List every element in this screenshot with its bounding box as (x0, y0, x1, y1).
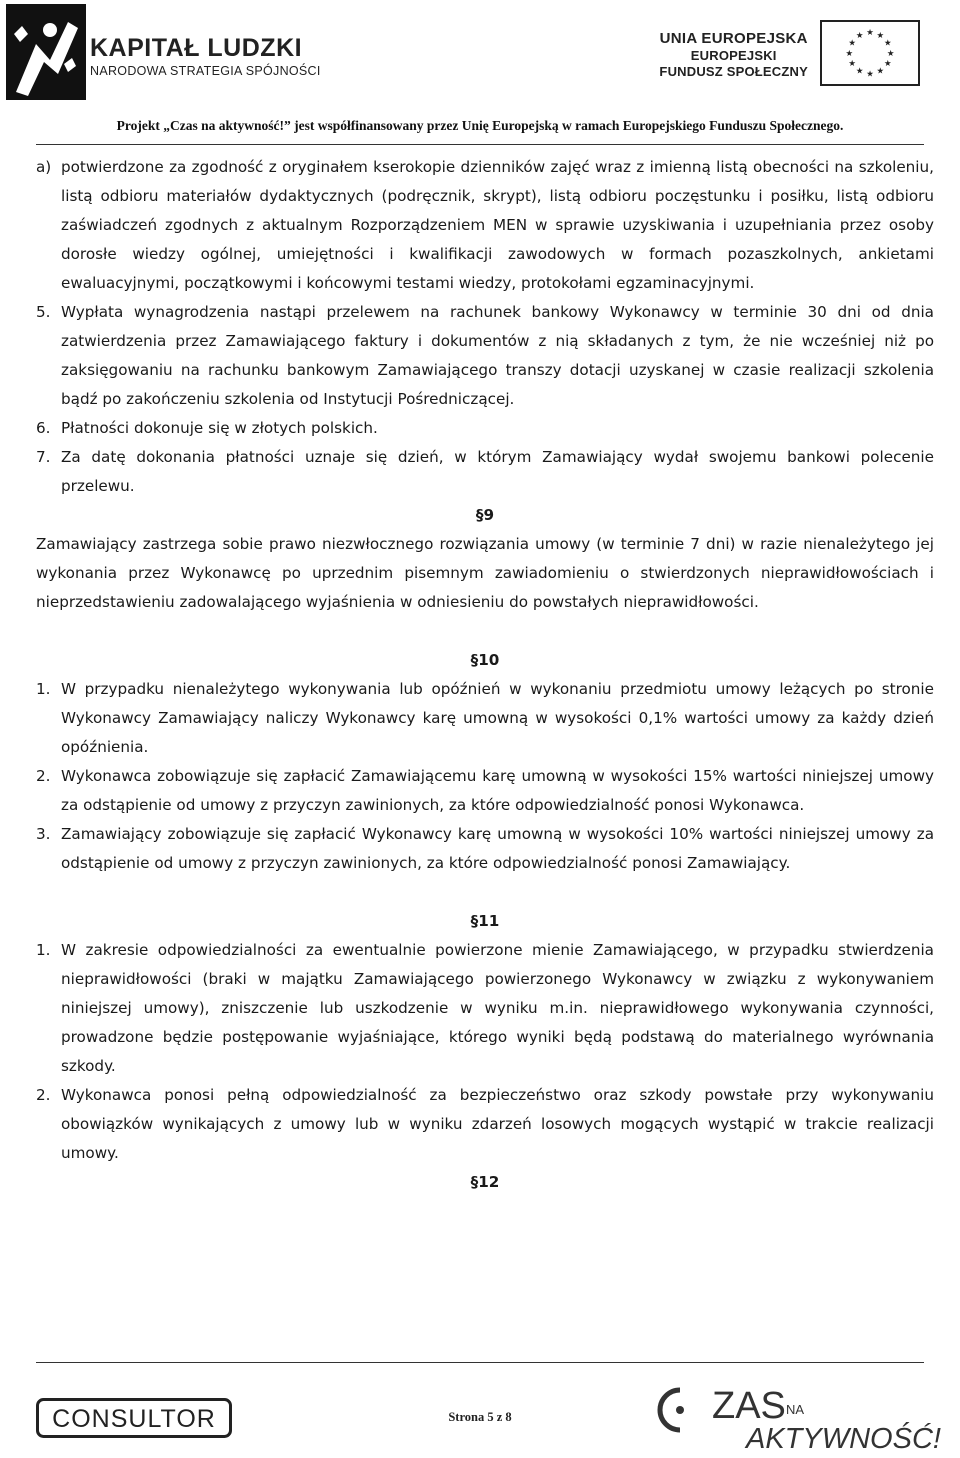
consultor-logo-text: CONSULTOR (52, 1405, 216, 1433)
page-header (0, 0, 960, 150)
list-item-text: Zamawiający zobowiązuje się zapłacić Wykonawcy karę umowną w wysokości 10% wartości niniejszej umowy za odstąpienie od umowy z przyczyn zawinionych, za które odpowiedzialność ponosi Zamawiający. (61, 825, 934, 872)
list-item-text: W przypadku nienależytego wykonywania lub opóźnień w wykonaniu przedmiotu umowy leżących po stronie Wykonawcy Zamawiający naliczy Wykonawcy karę umowną w wysokości 0,1% wartości umowy za każdy dzień opóźnienia. (61, 680, 934, 756)
list-item-number: 5. (36, 303, 51, 321)
section-heading-10: §10 (470, 651, 500, 669)
document-body (36, 153, 934, 1197)
svg-text:★: ★ (866, 27, 874, 38)
header-divider (36, 144, 924, 145)
list-item-number: 7. (36, 448, 51, 466)
footer-divider (36, 1362, 924, 1363)
list-item-7 (36, 443, 934, 501)
section-10-item-3 (36, 820, 934, 878)
svg-text:★: ★ (884, 37, 892, 48)
section-heading-9: §9 (475, 506, 495, 524)
kapital-ludzki-logo (6, 4, 321, 104)
spacer (36, 617, 934, 646)
list-item-number: 2. (36, 1086, 51, 1104)
eu-logo-line2: EUROPEJSKI (690, 48, 777, 63)
list-item-label: a) (36, 158, 52, 176)
section-10-item-2 (36, 762, 934, 820)
section-9-paragraph: Zamawiający zastrzega sobie prawo niezwłocznego rozwiązania umowy (w terminie 7 dni) w razie nienależytego jej wykonania przez Wykonawcę po uprzednim pisemnym zawiadomieniu o stwierdzonych nieprawidłowościach i nieprzedstawieniu zadowalającego wyjaśnienia w odniesieniu do powstałych nieprawidłowości. (36, 535, 934, 611)
list-item-text: Za datę dokonania płatności uznaje się dzień, w którym Zamawiający wydał swojemu bankowi polecenie przelewu. (61, 448, 934, 495)
list-item-number: 1. (36, 941, 51, 959)
czas-logo-bottom: AKTYWNOŚĆ! (746, 1423, 941, 1452)
kapital-ludzki-subtitle: NARODOWA STRATEGIA SPÓJNOŚCI (90, 64, 321, 78)
list-item-number: 3. (36, 825, 51, 843)
svg-text:★: ★ (886, 47, 895, 58)
czas-logo-top: ZAS (712, 1385, 786, 1427)
czas-logo-na: NA (786, 1402, 805, 1417)
page-number: Strona 5 z 8 (448, 1410, 512, 1424)
svg-text:★: ★ (845, 47, 854, 58)
list-item-5 (36, 298, 934, 414)
list-item-text: Wypłata wynagrodzenia nastąpi przelewem na rachunek bankowy Wykonawcy w terminie 30 dni od dnia zatwierdzenia przez Zamawiającego faktury i dokumentów z nią składanych z tym, że nie wcześniej niż po zaksięgowaniu na rachunku bankowym Zamawiającego transzy dotacji uzyskanej w czasie realizacji szkolenia bądź po zakończeniu szkolenia od Instytucji Pośredniczącej. (61, 303, 934, 408)
list-item-text: potwierdzone za zgodność z oryginałem kserokopie dzienników zajęć wraz z imienną listą obecności na szkoleniu, listą odbioru materiałów dydaktycznych (podręcznik, skrypt), listą odbioru poczęstunku i posiłku, listą odbioru zaświadczeń zgodnych z aktualnym Rozporządzeniem MEN w sprawie uzyskiwania i uzupełniania przez osoby dorosłe wiedzy ogólnej, umiejętności i kwalifikacji zawodowych w formach pozaszkolnych, ankietami ewaluacyjnymi, początkowymi i końcowymi testami wiedzy, protokołami egzaminacyjnymi. (61, 158, 934, 292)
list-item-number: 2. (36, 767, 51, 785)
list-item-text: Wykonawca zobowiązuje się zapłacić Zamawiającemu karę umowną w wysokości 15% wartości niniejszej umowy za odstąpienie od umowy z przyczyn zawinionych, za które odpowiedzialność ponosi Wykonawca. (61, 767, 934, 814)
svg-text:★: ★ (855, 65, 864, 76)
list-item-text: W zakresie odpowiedzialności za ewentualnie powierzone mienie Zamawiającego, w przypadku stwierdzenia nieprawidłowości (braki w majątku Zamawiającego powierzonego Wykonawcy w związku z wykonywaniem niniejszej umowy), zniszczenie lub uszkodzenie w wyniku m.in. nieprawidłowego wykonywania czynności, prowadzone będzie postępowanie wyjaśniające, którego wyniki będą podstawą do materialnego wyrównania szkody. (61, 941, 934, 1075)
list-item-text: Wykonawca ponosi pełną odpowiedzialność za bezpieczeństwo oraz szkody powstałe przy wykonywaniu obowiązków wynikających z umowy lub w wyniku zdarzeń losowych mogących wystąpić w trakcie realizacji umowy. (61, 1086, 934, 1162)
eu-logo-line1: UNIA EUROPEJSKA (659, 30, 808, 47)
svg-text:★: ★ (848, 37, 856, 48)
czas-na-aktywnosc-logo (650, 1380, 950, 1452)
section-11-item-2 (36, 1081, 934, 1168)
list-item-a (36, 153, 934, 298)
section-heading-12: §12 (470, 1173, 500, 1191)
list-item-number: 6. (36, 419, 51, 437)
svg-text:★: ★ (876, 29, 885, 40)
list-item-6 (36, 414, 934, 443)
svg-text:★: ★ (855, 29, 864, 40)
eu-logo-text (659, 30, 808, 79)
eu-logo-line3: FUNDUSZ SPOŁECZNY (659, 64, 808, 79)
section-10-item-1 (36, 675, 934, 762)
spacer (36, 878, 934, 907)
list-item-text: Płatności dokonuje się w złotych polskich. (61, 419, 378, 437)
eu-logo (659, 20, 920, 90)
svg-text:★: ★ (884, 58, 892, 69)
svg-text:★: ★ (848, 58, 856, 69)
kapital-ludzki-emblem-icon (6, 4, 86, 100)
project-cofinancing-line: Projekt „Czas na aktywność!” jest współfinansowany przez Unię Europejską w ramach Europejskiego Funduszu Społecznego. (116, 118, 844, 133)
section-11-item-1 (36, 936, 934, 1081)
svg-text:★: ★ (876, 65, 885, 76)
kapital-ludzki-title: KAPITAŁ LUDZKI (90, 34, 303, 62)
list-item-number: 1. (36, 680, 51, 698)
svg-text:★: ★ (866, 68, 874, 79)
czas-logo-mark-icon (660, 1390, 684, 1430)
eu-flag-icon (820, 20, 920, 86)
section-heading-11: §11 (470, 912, 500, 930)
